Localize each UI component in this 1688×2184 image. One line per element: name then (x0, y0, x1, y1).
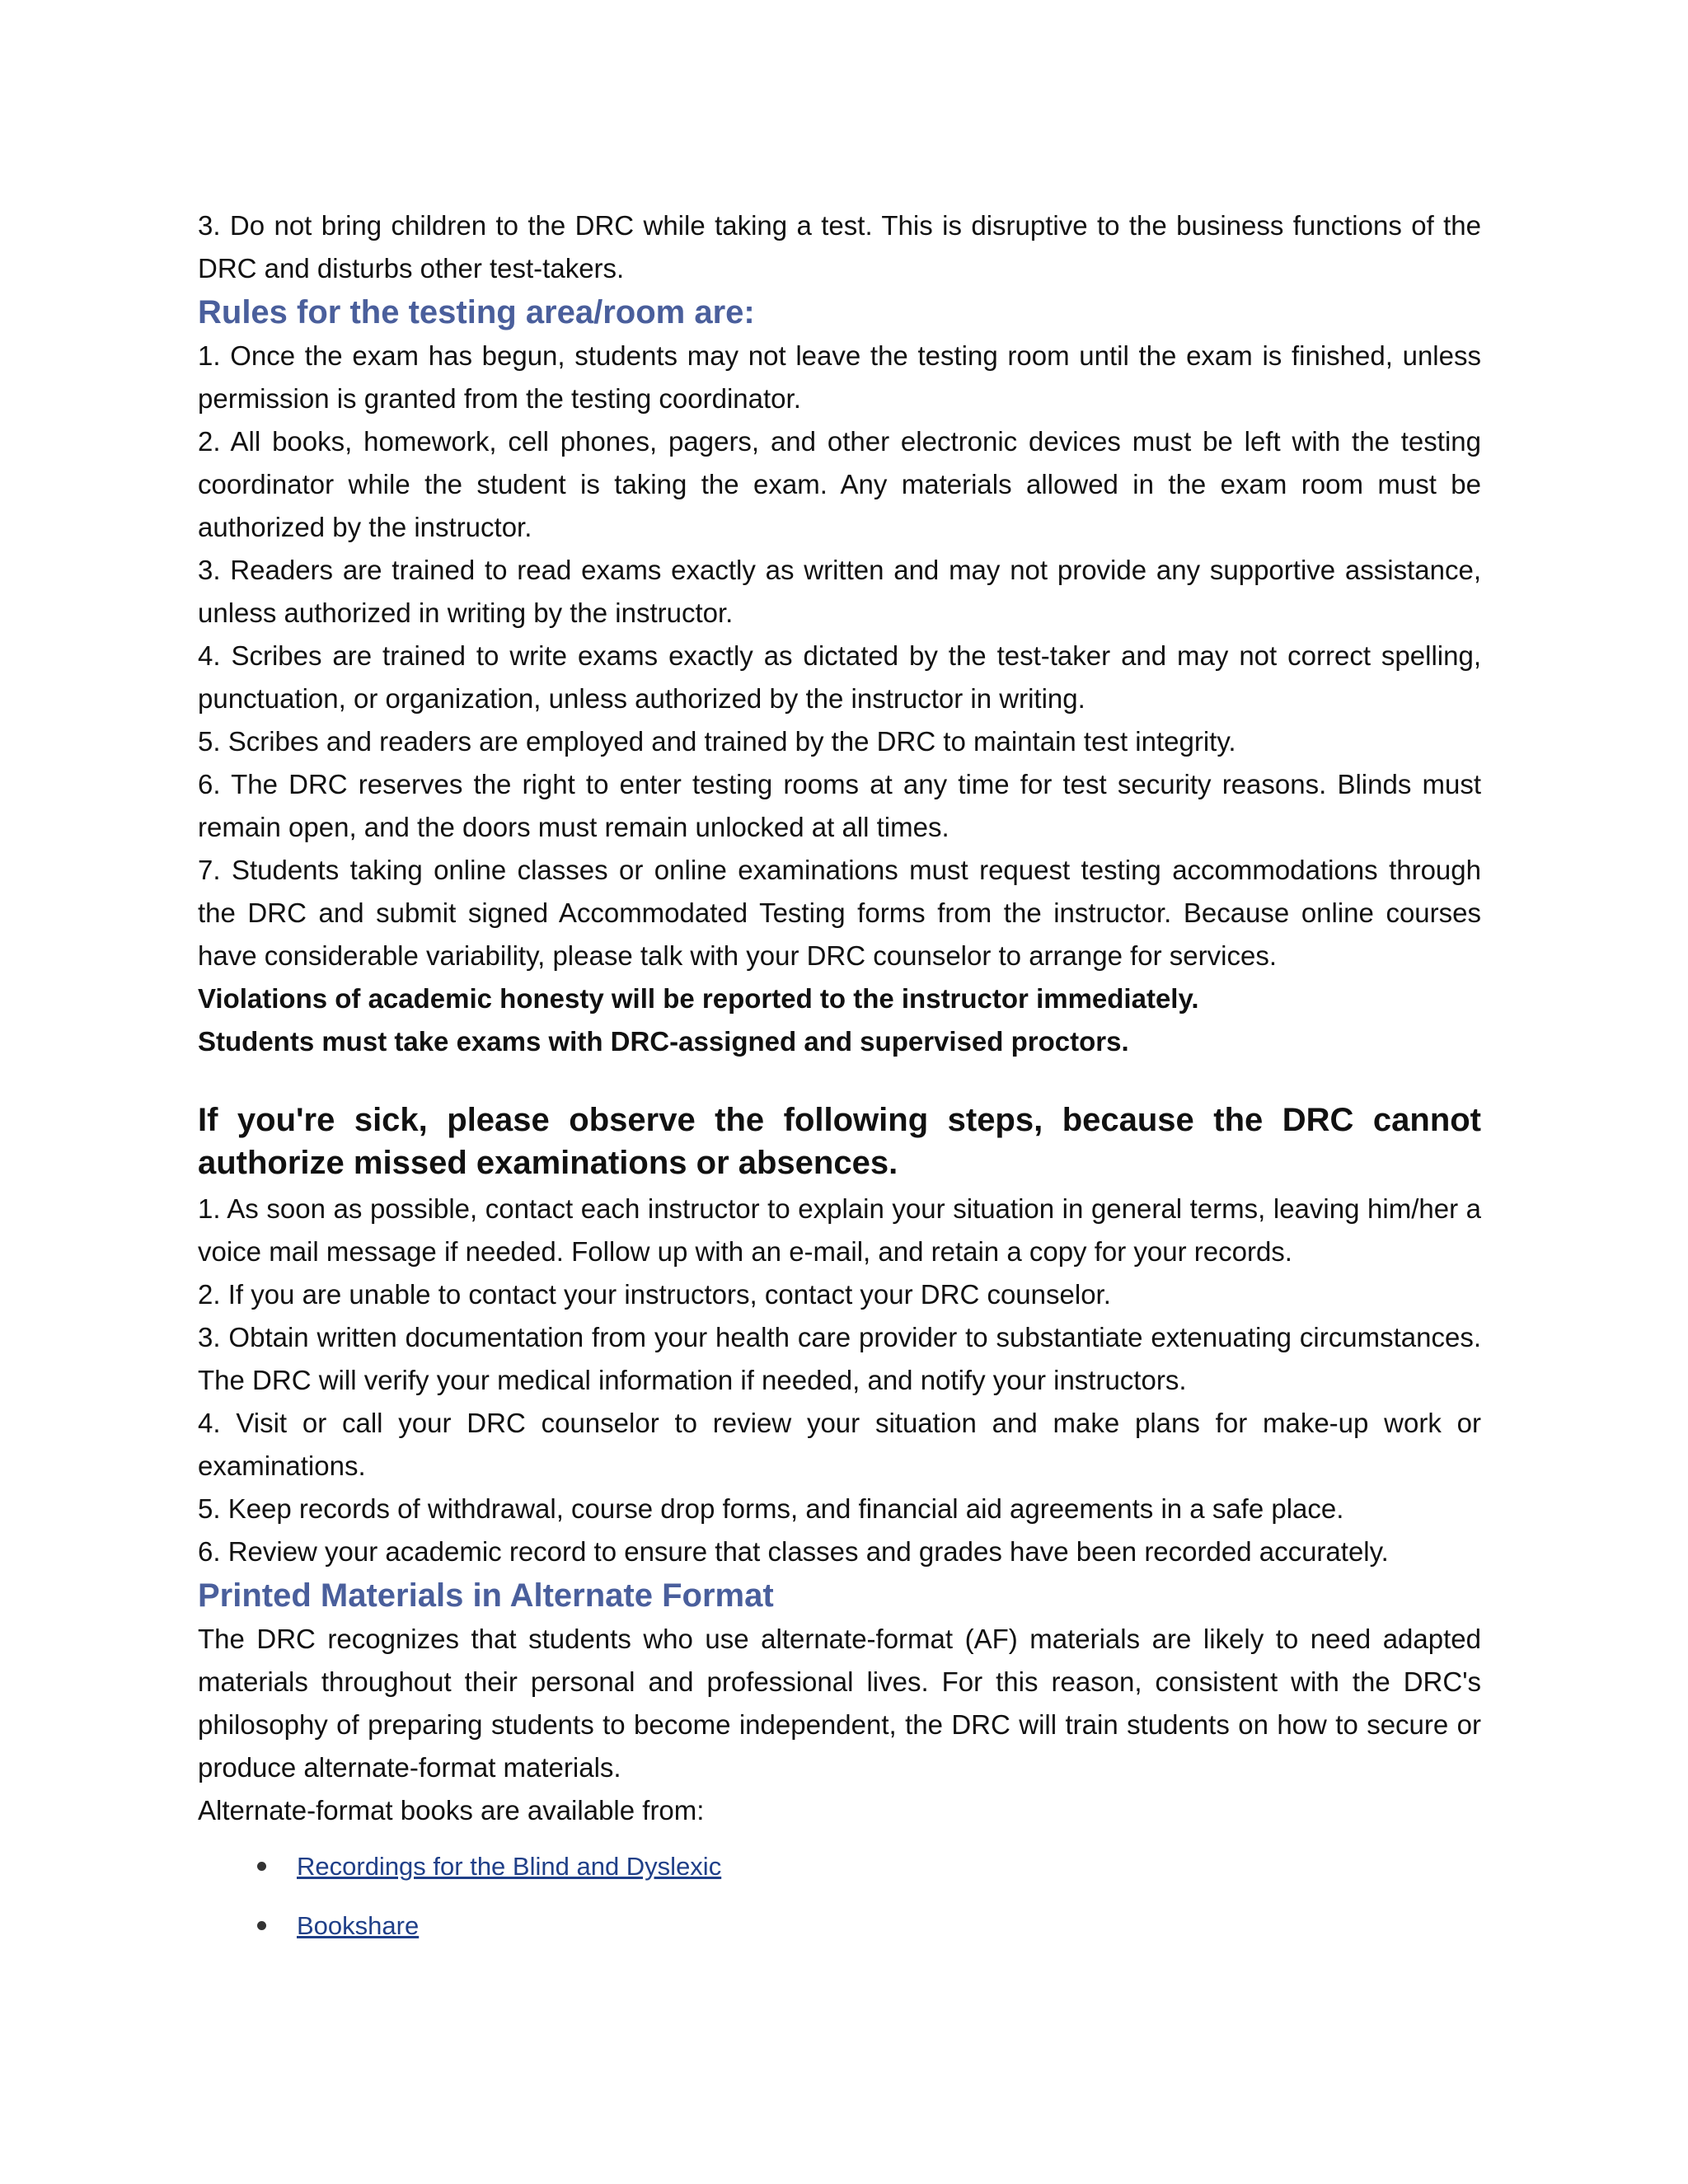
testing-rules-heading: Rules for the testing area/room are: (198, 294, 755, 330)
list-item (198, 1845, 1481, 1905)
list-item (198, 1905, 1481, 1964)
bullet-icon (257, 1862, 266, 1871)
testing-rule-5: 5. Scribes and readers are employed and trained by the DRC to maintain test integrity. (198, 726, 1236, 757)
alternate-format-paragraph: The DRC recognizes that students who use alternate-format (AF) materials are likely to need adapted materials throughout their personal and professional lives. For this reason, consistent with the DRC's philosophy of preparing students to become independent, the DRC will train students on how to secure or produce alternate-format materials. (198, 1624, 1481, 1783)
testing-rule-1: 1. Once the exam has begun, students may not leave the testing room until the exam is finished, unless permission is granted from the testing coordinator. (198, 340, 1481, 414)
sick-step-5: 5. Keep records of withdrawal, course drop forms, and financial aid agreements in a safe place. (198, 1493, 1344, 1524)
sick-step-4: 4. Visit or call your DRC counselor to review your situation and make plans for make-up work or examinations. (198, 1408, 1481, 1481)
testing-rule-7: 7. Students taking online classes or online examinations must request testing accommodations through the DRC and submit signed Accommodated Testing forms from the instructor. Because online courses have considerable variability, please talk with your DRC counselor to arrange for services. (198, 855, 1481, 971)
testing-rule-4: 4. Scribes are trained to write exams exactly as dictated by the test-taker and may not correct spelling, punctuation, or organization, unless authorized by the instructor in writing. (198, 640, 1481, 714)
proctor-requirement: Students must take exams with DRC-assigned and supervised proctors. (198, 1026, 1129, 1057)
alternate-format-heading: Printed Materials in Alternate Format (198, 1577, 774, 1614)
sick-step-3: 3. Obtain written documentation from your health care provider to substantiate extenuating circumstances. The DRC will verify your medical information if needed, and notify your instructors. (198, 1322, 1481, 1395)
sick-step-6: 6. Review your academic record to ensure that classes and grades have been recorded accurately. (198, 1536, 1389, 1567)
link-recordings-for-the-blind[interactable]: Recordings for the Blind and Dyslexic (297, 1852, 722, 1881)
academic-honesty-warning: Violations of academic honesty will be reported to the instructor immediately. (198, 983, 1199, 1014)
alternate-format-sources-intro: Alternate-format books are available from: (198, 1795, 705, 1825)
sick-step-2: 2. If you are unable to contact your instructors, contact your DRC counselor. (198, 1279, 1111, 1310)
bullet-icon (257, 1921, 266, 1930)
sick-steps-heading: If you're sick, please observe the following steps, because the DRC cannot authorize missed examinations or absences. (198, 1102, 1481, 1181)
intro-item: 3. Do not bring children to the DRC while taking a test. This is disruptive to the business functions of the DRC and disturbs other test-takers. (198, 210, 1481, 284)
testing-rule-2: 2. All books, homework, cell phones, pagers, and other electronic devices must be left with the testing coordinator while the student is taking the exam. Any materials allowed in the exam room must be authorized by the instructor. (198, 426, 1481, 542)
testing-rule-3: 3. Readers are trained to read exams exactly as written and may not provide any supportive assistance, unless authorized in writing by the instructor. (198, 555, 1481, 628)
testing-rule-6: 6. The DRC reserves the right to enter testing rooms at any time for test security reasons. Blinds must remain open, and the doors must remain unlocked at all times. (198, 769, 1481, 842)
link-bookshare[interactable]: Bookshare (297, 1911, 420, 1940)
document-page (198, 204, 1481, 1964)
alternate-format-source-list (198, 1845, 1481, 1964)
sick-step-1: 1. As soon as possible, contact each instructor to explain your situation in general terms, leaving him/her a voice mail message if needed. Follow up with an e-mail, and retain a copy for your records. (198, 1193, 1481, 1267)
